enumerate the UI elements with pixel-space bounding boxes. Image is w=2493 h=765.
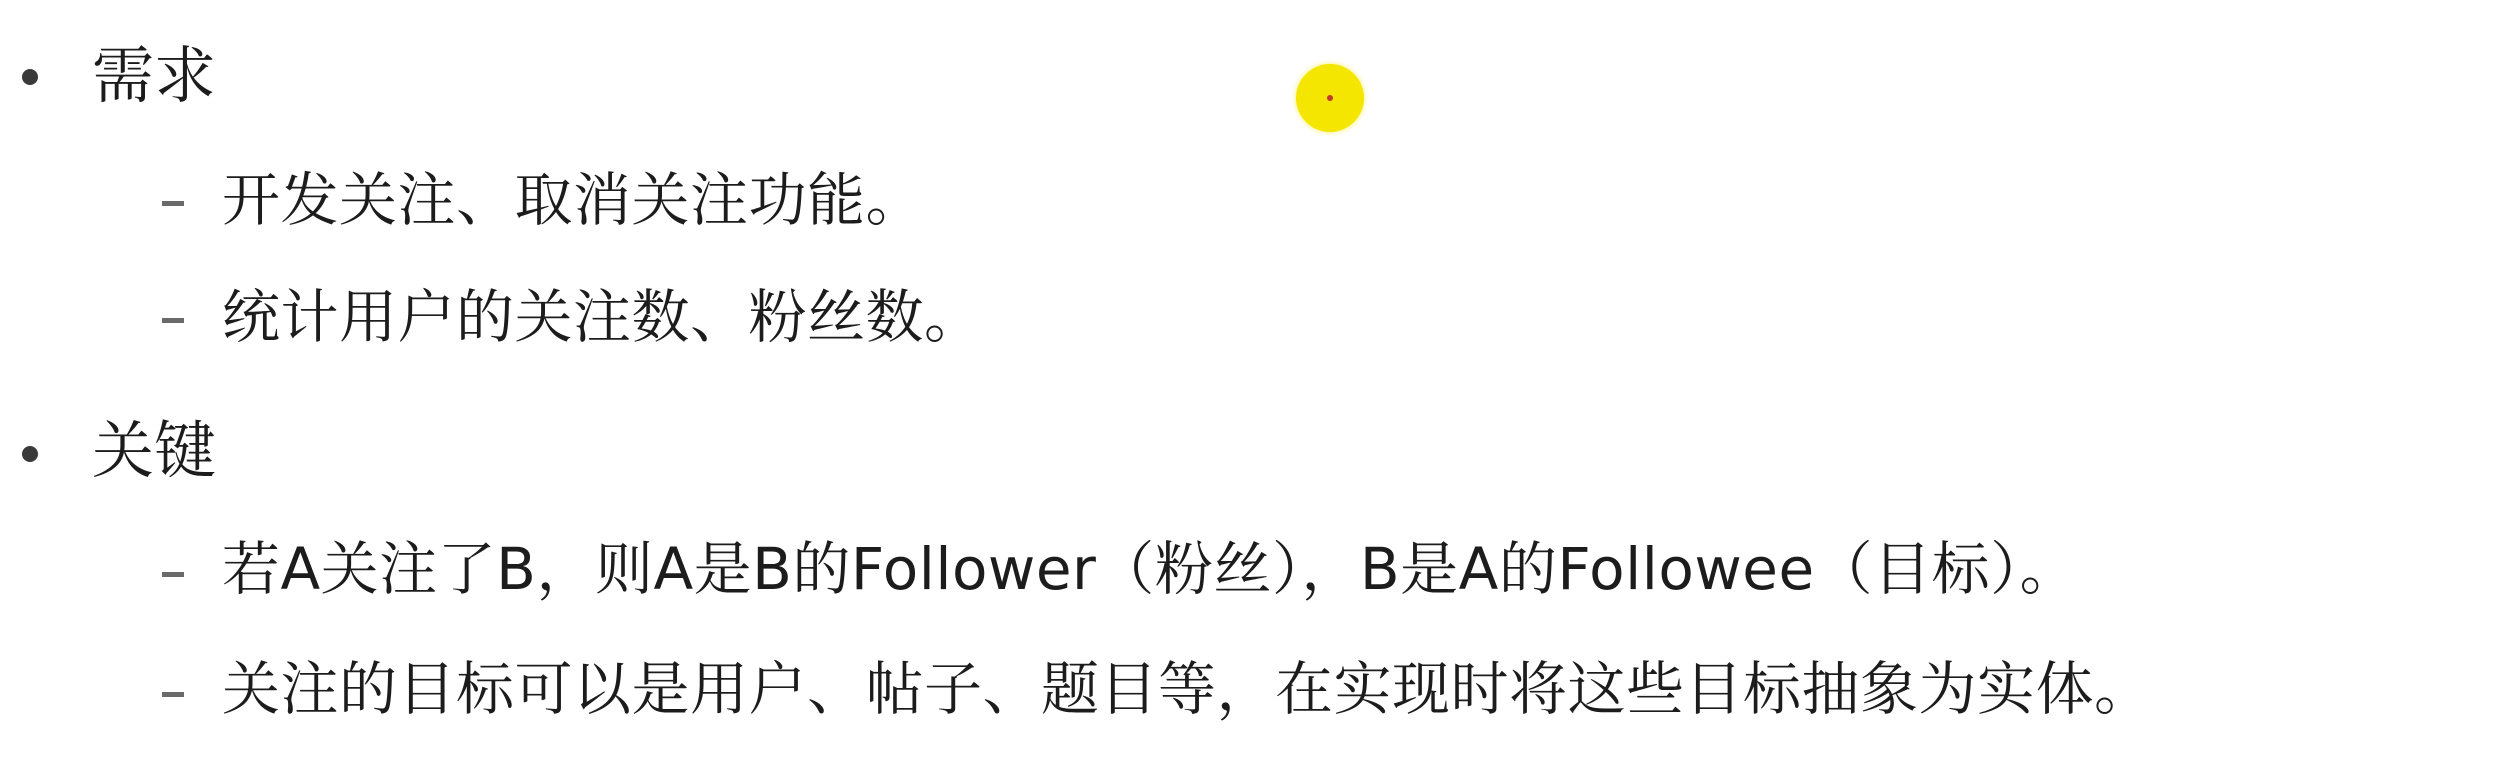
dash-marker [162,318,184,323]
cursor-dot-icon [1327,95,1333,101]
section-heading: 关键 [92,414,217,487]
dash-marker [162,572,184,577]
bullet-point [22,69,38,85]
dash-marker [162,692,184,697]
bullet-point [22,446,38,462]
cursor-highlight-icon [1296,64,1364,132]
list-item: 统计用户的关注数、粉丝数。 [222,283,983,351]
list-item: 关注的目标可以是用户、帖子、题目等，在实现时将这些目标抽象为实体。 [222,655,2153,723]
dash-marker [162,201,184,206]
section-heading: 需求 [92,39,217,112]
list-item: 开发关注、取消关注功能。 [222,166,925,234]
list-item: 若A关注了B，则A是B的Follower（粉丝），B是A的Followee（目标）。 [222,535,2079,603]
